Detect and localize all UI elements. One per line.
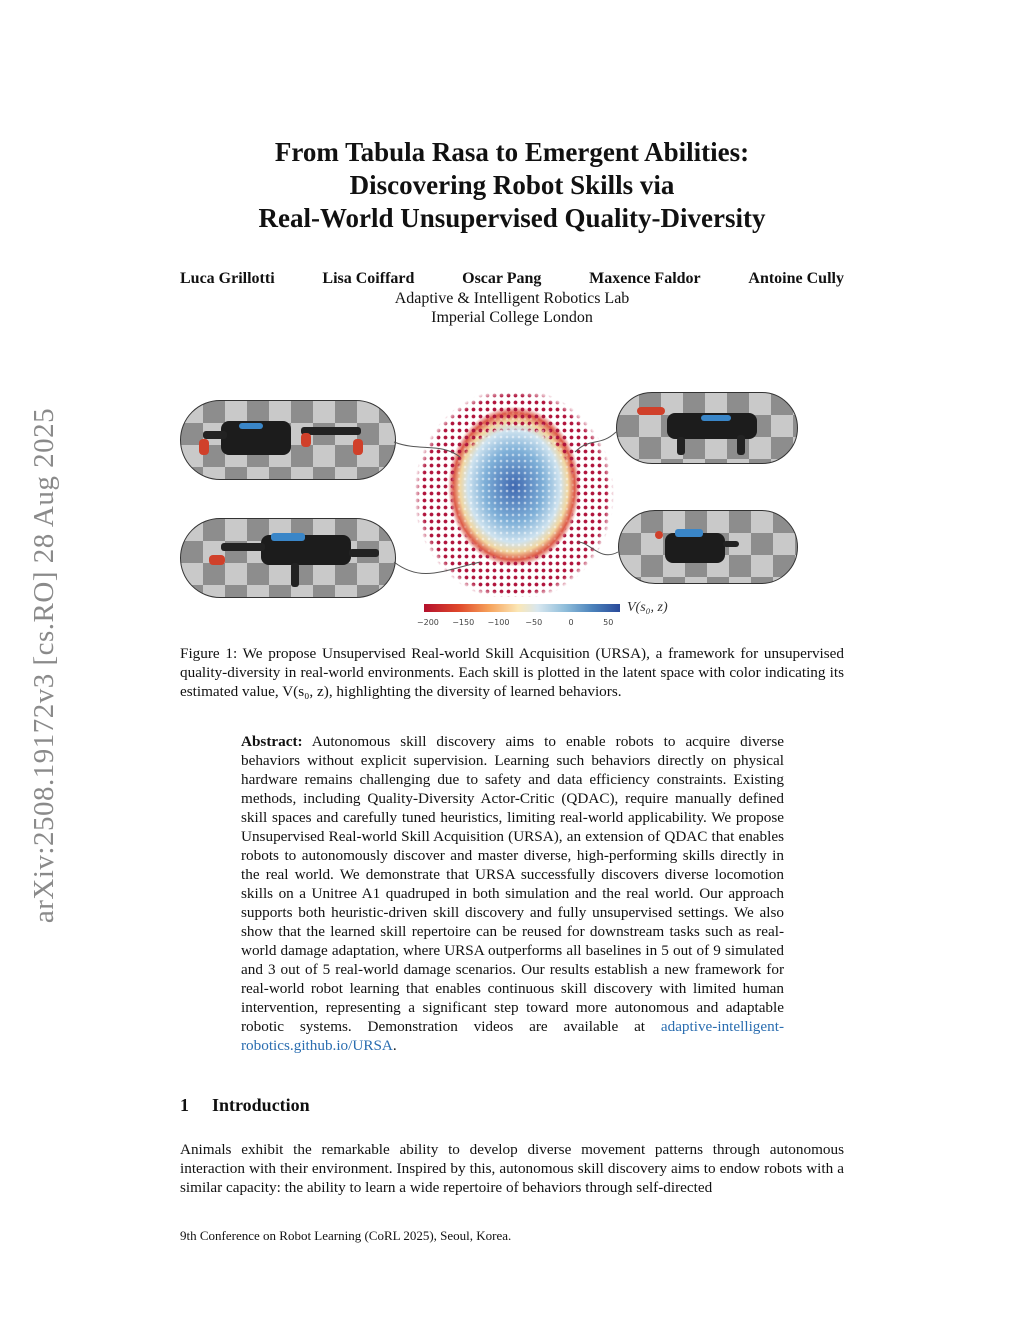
figure-caption: Figure 1: We propose Unsupervised Real-world Skill Acquisition (URSA), a framework for unsupervised quality-diversity in real-world environments. Each skill is plotted in the latent space with color indicating its estimated value, V(s₀, z), highlighting the diversity of learned behaviors.: [180, 645, 844, 700]
title-line: Discovering Robot Skills via: [349, 170, 675, 200]
robot-photo-bottom-right: [618, 510, 798, 584]
abstract-text: Autonomous skill discovery aims to enable robots to acquire diverse behaviors without explicit supervision. Learning such behaviors directly on physical hardware remains challenging due to safety and data efficiency constraints. Existing methods, including Quality-Diversity Actor-Critic (QDAC), require manually defined skill spaces and carefully tuned heuristics, limiting real-world applicability. We propose Unsupervised Real-world Skill Acquisition (URSA), an extension of QDAC that enables robots to autonomously discover and master diverse, high-performing skills directly in the real world. We demonstrate that URSA successfully discovers diverse locomotion skills on a Unitree A1 quadruped in both simulation and the real world. Our approach supports both heuristic-driven skill discovery and fully unsupervised settings. We also show that the learned skill repertoire can be reused for downstream tasks such as real-world damage adaptation, where URSA outperforms all baselines in 5 out of 9 simulated and 3 out of 5 real-world damage scenarios. Our results establish a new framework for real-world robot learning that enables continuous skill discovery with limited human intervention, representing a significant step toward more autonomous and adaptable robotic systems. Demonstration videos are available at: [241, 733, 784, 1035]
robot-knee: [199, 439, 209, 455]
author: Oscar Pang: [462, 270, 542, 287]
affiliation-line: Adaptive & Intelligent Robotics Lab: [394, 290, 630, 307]
latent-space-scatter: [414, 392, 614, 597]
robot-leg: [203, 431, 227, 439]
conference-footer: 9th Conference on Robot Learning (CoRL 2025), Seoul, Korea.: [180, 1228, 512, 1243]
colorbar-tick: −200: [416, 618, 439, 627]
abstract: [241, 732, 784, 1055]
title-line: Real-World Unsupervised Quality-Diversity: [258, 203, 766, 233]
colorbar-tick: −150: [452, 618, 475, 627]
robot-photo-top-left: [180, 400, 396, 480]
arxiv-stamp: [20, 370, 70, 960]
author: Luca Grillotti: [180, 270, 275, 287]
colorbar-tick: −50: [525, 618, 543, 627]
robot-leg: [723, 541, 739, 547]
arxiv-id: arXiv:2508.19172v3 [cs.RO] 28 Aug 2025: [28, 407, 61, 923]
robot-board: [675, 529, 703, 537]
section-number: 1: [180, 1095, 189, 1115]
robot-photo-top-right: [616, 392, 798, 464]
robot-leg: [677, 437, 685, 455]
robot-knee: [655, 531, 663, 539]
author: Lisa Coiffard: [322, 270, 415, 287]
robot-knee: [209, 555, 225, 565]
robot-board: [239, 423, 263, 429]
robot-knee: [353, 439, 363, 455]
intro-paragraph: Animals exhibit the remarkable ability to develop diverse movement patterns through autonomous interaction with their environment. Inspired by this, autonomous skill discovery aims to endow robots with a similar capacity: the ability to learn a wide repertoire of behaviors through self-directed: [180, 1141, 844, 1196]
robot-leg: [737, 435, 745, 455]
robot-photo-bottom-left: [180, 518, 396, 598]
figure-1: [180, 392, 844, 632]
colorbar-tick: 50: [603, 618, 614, 627]
affiliation: [160, 289, 864, 327]
high-value-skill-points: [414, 392, 614, 597]
colorbar-label: V(s₀, z): [627, 600, 668, 615]
abstract-end: .: [392, 1037, 397, 1054]
author-list: [180, 270, 844, 288]
robot-knee: [301, 433, 311, 447]
affiliation-line: Imperial College London: [431, 309, 593, 326]
robot-body: [665, 533, 725, 563]
robot-board: [701, 415, 731, 421]
colorbar: [424, 604, 620, 612]
author: Maxence Faldor: [589, 270, 701, 287]
colorbar-tick: 0: [568, 618, 574, 627]
section-heading: [180, 1095, 310, 1116]
robot-leg: [221, 543, 265, 551]
paper-title: [160, 136, 864, 235]
robot-board: [271, 533, 305, 541]
project-link[interactable]: adaptive-intelligent-robotics.github.io/URSA: [241, 1018, 784, 1054]
robot-leg: [291, 563, 299, 587]
robot-leg: [349, 549, 379, 557]
title-line: From Tabula Rasa to Emergent Abilities:: [274, 137, 750, 167]
colorbar-ticks: [416, 618, 620, 630]
robot-knee: [637, 407, 665, 415]
colorbar-tick: −100: [487, 618, 510, 627]
section-title: Introduction: [212, 1095, 310, 1115]
abstract-label: Abstract:: [241, 733, 303, 750]
author: Antoine Cully: [748, 270, 844, 287]
